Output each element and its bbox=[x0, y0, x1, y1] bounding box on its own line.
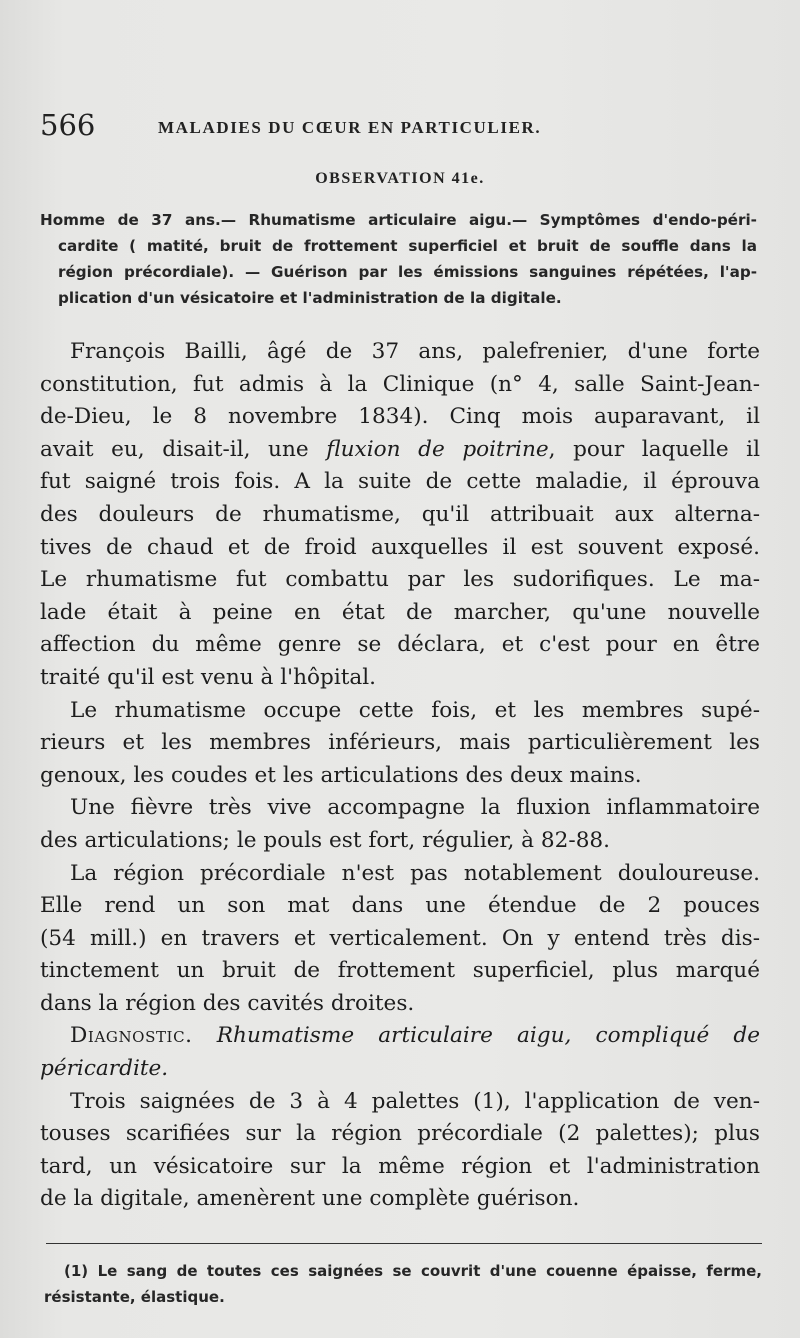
text-line: (54 mill.) en travers et verticalement. On y entend très dis- bbox=[40, 925, 760, 951]
diagnostic-line bbox=[40, 1053, 760, 1086]
text-line: de la digitale, amenèrent une complète guérison. bbox=[40, 1186, 580, 1212]
text-line: genoux, les coudes et les articulations des deux mains. bbox=[40, 762, 642, 788]
observation-summary bbox=[40, 207, 757, 311]
text-line: Une fièvre très vive accompagne la fluxion inflammatoire bbox=[70, 795, 760, 821]
text-line: rieurs et les membres inférieurs, mais particulièrement les bbox=[40, 730, 760, 756]
text-line: tives de chaud et de froid auxquelles il est souvent exposé. bbox=[40, 534, 760, 560]
italic-term: fluxion de poitrine bbox=[326, 436, 549, 462]
text-line: fut saigné trois fois. A la suite de cette maladie, il éprouva bbox=[40, 469, 760, 495]
diagnostic-line bbox=[40, 1020, 760, 1053]
text-line: dans la région des cavités droites. bbox=[40, 990, 415, 1016]
page-header bbox=[40, 108, 760, 148]
text-line: affection du même genre se déclara, et c'est pour en être bbox=[40, 632, 760, 658]
text-line: des articulations; le pouls est fort, régulier, à 82-88. bbox=[40, 827, 611, 853]
text-line: lade était à peine en état de marcher, qu'une nouvelle bbox=[40, 599, 760, 625]
text-line: touses scarifiées sur la région précordiale (2 palettes); plus bbox=[40, 1121, 760, 1147]
text-line: de-Dieu, le 8 novembre 1834). Cinq mois auparavant, il bbox=[40, 404, 760, 430]
body-text bbox=[40, 336, 760, 1216]
text-line: des douleurs de rhumatisme, qu'il attribuait aux alterna- bbox=[40, 501, 760, 527]
page-number: 566 bbox=[40, 108, 96, 142]
summary-line: région précordiale). — Guérison par les émissions sanguines répétées, l'ap- bbox=[58, 263, 757, 281]
summary-line: plication d'un vésicatoire et l'administration de la digitale. bbox=[58, 289, 562, 307]
summary-line: Homme de 37 ans.— Rhumatisme articulaire aigu.— Symptômes d'endo-péri- bbox=[40, 211, 757, 229]
text-line: La région précordiale n'est pas notablement douloureuse. bbox=[70, 860, 760, 886]
running-title: MALADIES DU CŒUR EN PARTICULIER. bbox=[158, 118, 542, 137]
text-segment: , pour laquelle il bbox=[548, 436, 760, 462]
text-line: tinctement un bruit de frottement superficiel, plus marqué bbox=[40, 958, 760, 984]
text-line: François Bailli, âgé de 37 ans, palefrenier, d'une forte bbox=[70, 339, 760, 364]
diagnostic-text: Rhumatisme articulaire aigu, compliqué de bbox=[216, 1023, 760, 1049]
text-line: Le rhumatisme occupe cette fois, et les membres supé- bbox=[70, 697, 760, 723]
observation-title: OBSERVATION 41e. bbox=[315, 170, 485, 187]
footnote-line: (1) Le sang de toutes ces saignées se couvrit d'une couenne épaisse, ferme, bbox=[64, 1262, 762, 1280]
text-line: tard, un vésicatoire sur la même région et l'administration bbox=[40, 1153, 760, 1179]
text-segment: avait eu, disait-il, une bbox=[40, 436, 309, 462]
diagnostic-label: Diagnostic. bbox=[70, 1023, 193, 1049]
text-line: constitution, fut admis à la Clinique (n° 4, salle Saint-Jean- bbox=[40, 371, 760, 397]
text-line bbox=[40, 434, 760, 467]
text-line: Le rhumatisme fut combattu par les sudorifiques. Le ma- bbox=[40, 567, 760, 593]
footnote-divider bbox=[46, 1243, 762, 1244]
text-line: Elle rend un son mat dans une étendue de 2 pouces bbox=[40, 893, 760, 919]
diagnostic-text: péricardite. bbox=[40, 1056, 169, 1082]
text-line: traité qu'il est venu à l'hôpital. bbox=[40, 664, 377, 690]
footnote bbox=[44, 1258, 762, 1310]
footnote-line: résistante, élastique. bbox=[44, 1288, 225, 1306]
text-line: Trois saignées de 3 à 4 palettes (1), l'application de ven- bbox=[70, 1088, 760, 1114]
summary-line: cardite ( matité, bruit de frottement superficiel et bruit de souffle dans la bbox=[58, 237, 757, 255]
